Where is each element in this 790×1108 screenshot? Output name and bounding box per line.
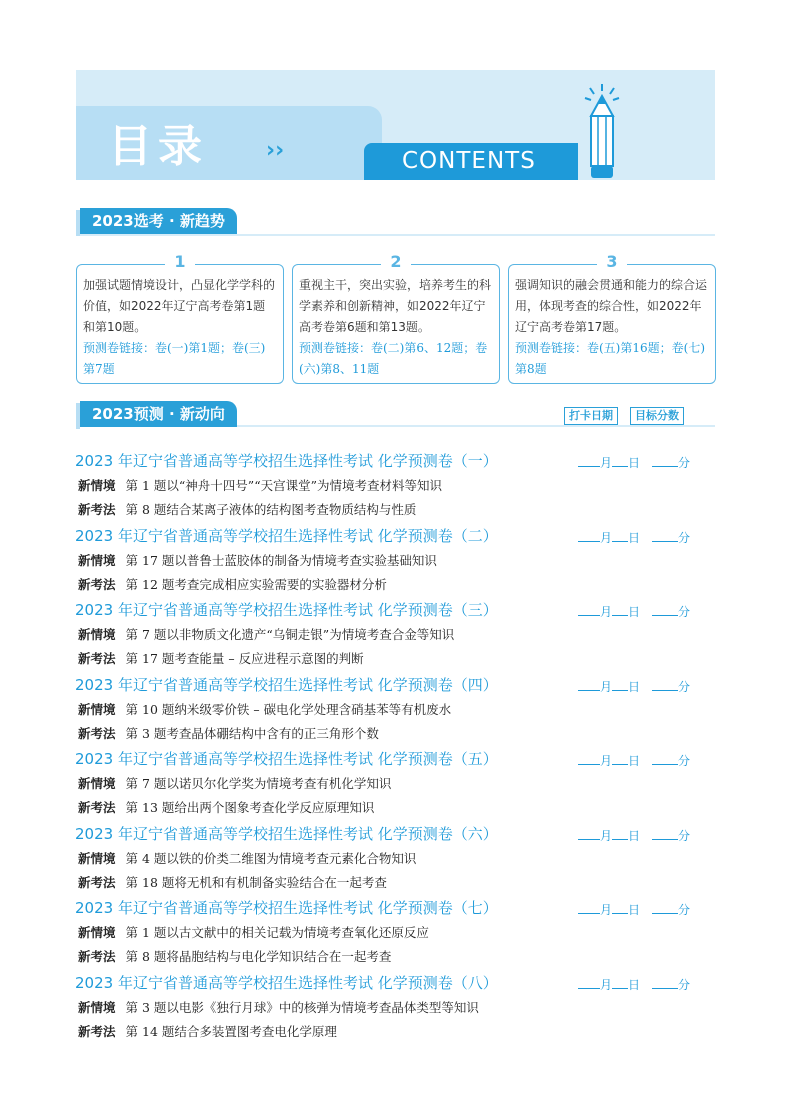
- blank-line[interactable]: [612, 678, 628, 691]
- tag-target-score: 目标分数: [630, 407, 684, 425]
- date-unit: 月: [600, 456, 613, 470]
- trend-card: [508, 252, 716, 384]
- blank-line[interactable]: [578, 752, 600, 765]
- blank-line[interactable]: [578, 976, 600, 989]
- card-link: 预测卷链接：卷(一)第1题；卷(三)第7题: [83, 341, 266, 376]
- date-unit: 日: [628, 828, 641, 843]
- exam-situation-line: [78, 551, 437, 569]
- date-score-slot[interactable]: [578, 752, 690, 769]
- date-unit: 月: [600, 903, 613, 917]
- date-score-slot[interactable]: [578, 454, 690, 471]
- card-text: [299, 275, 493, 380]
- blank-line[interactable]: [578, 901, 600, 914]
- blank-line[interactable]: [652, 603, 678, 616]
- line-text: 第 10 题纳米级零价铁 – 碳电化学处理含硝基苯等有机废水: [125, 701, 452, 717]
- card-number: 1: [165, 252, 195, 274]
- section-divider: [76, 234, 715, 236]
- blank-line[interactable]: [612, 529, 628, 542]
- exam-title[interactable]: 2023 年辽宁省普通高等学校招生选择性考试 化学预测卷（五）: [75, 750, 498, 768]
- date-score-slot[interactable]: [578, 901, 690, 918]
- line-label: 新情境: [78, 850, 116, 866]
- line-text: 第 12 题考查完成相应实验需要的实验器材分析: [125, 576, 387, 592]
- line-text: 第 18 题将无机和有机制备实验结合在一起考查: [125, 874, 387, 890]
- blank-line[interactable]: [652, 976, 678, 989]
- line-label: 新情境: [78, 776, 116, 791]
- line-label: 新考法: [78, 949, 116, 964]
- exam-method-line: [78, 947, 391, 965]
- card-text: [515, 275, 709, 380]
- tag-checkin-date: 打卡日期: [564, 407, 618, 425]
- blank-line[interactable]: [652, 901, 678, 914]
- line-label: 新情境: [78, 999, 116, 1015]
- section-heading-forecast: 2023预测 · 新动向: [80, 401, 237, 427]
- line-label: 新情境: [78, 478, 116, 493]
- exam-method-line: [78, 649, 364, 667]
- blank-line[interactable]: [652, 752, 678, 765]
- blank-line[interactable]: [578, 827, 600, 840]
- card-link: 预测卷链接：卷(五)第16题；卷(七)第8题: [515, 341, 705, 376]
- card-text: [83, 275, 277, 380]
- blank-line[interactable]: [612, 603, 628, 616]
- date-unit: 分: [678, 903, 691, 917]
- double-arrow-icon: ››: [266, 138, 285, 163]
- line-text: 第 14 题结合多装置图考查电化学原理: [125, 1023, 337, 1039]
- date-unit: 分: [678, 456, 691, 470]
- line-label: 新考法: [78, 800, 116, 815]
- line-text: 第 4 题以铁的价类二维图为情境考查元素化合物知识: [125, 850, 417, 866]
- line-text: 第 7 题以诺贝尔化学奖为情境考查有机化学知识: [125, 776, 392, 791]
- date-unit: 日: [628, 903, 641, 917]
- date-unit: 月: [600, 977, 613, 992]
- blank-line[interactable]: [578, 529, 600, 542]
- line-text: 第 13 题给出两个图象考查化学反应原理知识: [125, 800, 375, 815]
- blank-line[interactable]: [578, 454, 600, 467]
- exam-situation-line: [78, 849, 416, 867]
- line-text: 第 8 题将晶胞结构与电化学知识结合在一起考查: [125, 949, 392, 964]
- card-body: 加强试题情境设计，凸显化学学科的价值，如2022年辽宁高考卷第1题和第10题。: [83, 278, 276, 334]
- line-text: 第 17 题考查能量 – 反应进程示意图的判断: [125, 651, 364, 666]
- date-score-slot[interactable]: [578, 529, 690, 546]
- date-score-slot[interactable]: [578, 976, 690, 993]
- exam-method-line: [78, 873, 387, 891]
- line-label: 新情境: [78, 552, 116, 568]
- date-unit: 月: [600, 530, 613, 545]
- exam-situation-line: [78, 923, 429, 941]
- exam-method-line: [78, 575, 387, 593]
- date-unit: 月: [600, 754, 613, 768]
- date-score-slot[interactable]: [578, 678, 690, 695]
- date-score-slot[interactable]: [578, 603, 690, 620]
- date-unit: 日: [628, 977, 641, 992]
- blank-line[interactable]: [612, 454, 628, 467]
- line-label: 新考法: [78, 1023, 116, 1039]
- line-text: 第 1 题以古文献中的相关记载为情境考查氧化还原反应: [125, 925, 429, 940]
- line-label: 新情境: [78, 925, 116, 940]
- blank-line[interactable]: [578, 678, 600, 691]
- exam-title[interactable]: 2023 年辽宁省普通高等学校招生选择性考试 化学预测卷（八）: [75, 973, 498, 992]
- date-unit: 月: [600, 679, 613, 694]
- exam-situation-line: [78, 998, 479, 1016]
- exam-method-line: [78, 500, 416, 518]
- trend-card: [292, 252, 500, 384]
- blank-line[interactable]: [652, 529, 678, 542]
- date-unit: 日: [628, 679, 641, 694]
- date-score-slot[interactable]: [578, 827, 690, 844]
- date-unit: 分: [678, 977, 691, 992]
- card-number: 3: [597, 252, 627, 274]
- date-unit: 分: [678, 754, 691, 768]
- blank-line[interactable]: [612, 976, 628, 989]
- date-unit: 分: [678, 605, 691, 619]
- line-text: 第 8 题结合某离子液体的结构图考查物质结构与性质: [125, 502, 417, 517]
- date-unit: 分: [678, 530, 691, 545]
- date-unit: 日: [628, 605, 641, 619]
- date-unit: 月: [600, 828, 613, 843]
- exam-situation-line: [78, 476, 442, 494]
- date-unit: 日: [628, 530, 641, 545]
- card-body: 强调知识的融会贯通和能力的综合运用，体现考查的综合性，如2022年辽宁高考卷第17题。: [515, 278, 708, 334]
- card-link: 预测卷链接：卷(二)第6、12题；卷(六)第8、11题: [299, 341, 488, 376]
- line-label: 新考法: [78, 651, 116, 666]
- section-heading-trend: 2023选考 · 新趋势: [80, 208, 237, 234]
- line-label: 新考法: [78, 576, 116, 592]
- date-unit: 分: [678, 828, 691, 843]
- exam-title[interactable]: 2023 年辽宁省普通高等学校招生选择性考试 化学预测卷（三）: [75, 601, 498, 619]
- exam-method-line: [78, 798, 374, 816]
- blank-line[interactable]: [652, 678, 678, 691]
- exam-method-line: [78, 724, 379, 742]
- exam-situation-line: [78, 700, 451, 718]
- date-unit: 月: [600, 605, 613, 619]
- blank-line[interactable]: [652, 454, 678, 467]
- date-unit: 日: [628, 456, 641, 470]
- exam-situation-line: [78, 774, 391, 792]
- date-unit: 日: [628, 754, 641, 768]
- line-text: 第 3 题以电影《独行月球》中的核弹为情境考查晶体类型等知识: [125, 999, 479, 1015]
- exam-title[interactable]: 2023 年辽宁省普通高等学校招生选择性考试 化学预测卷（一）: [75, 452, 498, 470]
- line-text: 第 7 题以非物质文化遗产“乌铜走银”为情境考查合金等知识: [125, 627, 455, 642]
- line-label: 新考法: [78, 874, 116, 890]
- contents-label: CONTENTS: [402, 148, 536, 174]
- line-label: 新考法: [78, 502, 116, 517]
- trend-card: [76, 252, 284, 384]
- date-unit: 分: [678, 679, 691, 694]
- blank-line[interactable]: [612, 827, 628, 840]
- line-text: 第 3 题考查晶体硼结构中含有的正三角形个数: [125, 725, 379, 741]
- line-text: 第 17 题以普鲁士蓝胶体的制备为情境考查实验基础知识: [125, 552, 437, 568]
- line-label: 新考法: [78, 725, 116, 741]
- exam-title[interactable]: 2023 年辽宁省普通高等学校招生选择性考试 化学预测卷（七）: [75, 899, 498, 917]
- page-title: 目录: [108, 121, 208, 172]
- exam-title[interactable]: 2023 年辽宁省普通高等学校招生选择性考试 化学预测卷（六）: [75, 824, 498, 843]
- line-label: 新情境: [78, 627, 116, 642]
- blank-line[interactable]: [578, 603, 600, 616]
- pencil-icon: [582, 82, 622, 182]
- exam-title[interactable]: 2023 年辽宁省普通高等学校招生选择性考试 化学预测卷（四）: [75, 675, 498, 694]
- exam-situation-line: [78, 625, 454, 643]
- card-number: 2: [381, 252, 411, 274]
- card-body: 重视主干，突出实验，培养考生的科学素养和创新精神，如2022年辽宁高考卷第6题和第13题。: [299, 278, 492, 334]
- blank-line[interactable]: [612, 901, 628, 914]
- blank-line[interactable]: [612, 752, 628, 765]
- exam-title[interactable]: 2023 年辽宁省普通高等学校招生选择性考试 化学预测卷（二）: [75, 526, 498, 545]
- line-label: 新情境: [78, 701, 116, 717]
- line-text: 第 1 题以“神舟十四号”“天宫课堂”为情境考查材料等知识: [125, 478, 442, 493]
- exam-method-line: [78, 1022, 337, 1040]
- blank-line[interactable]: [652, 827, 678, 840]
